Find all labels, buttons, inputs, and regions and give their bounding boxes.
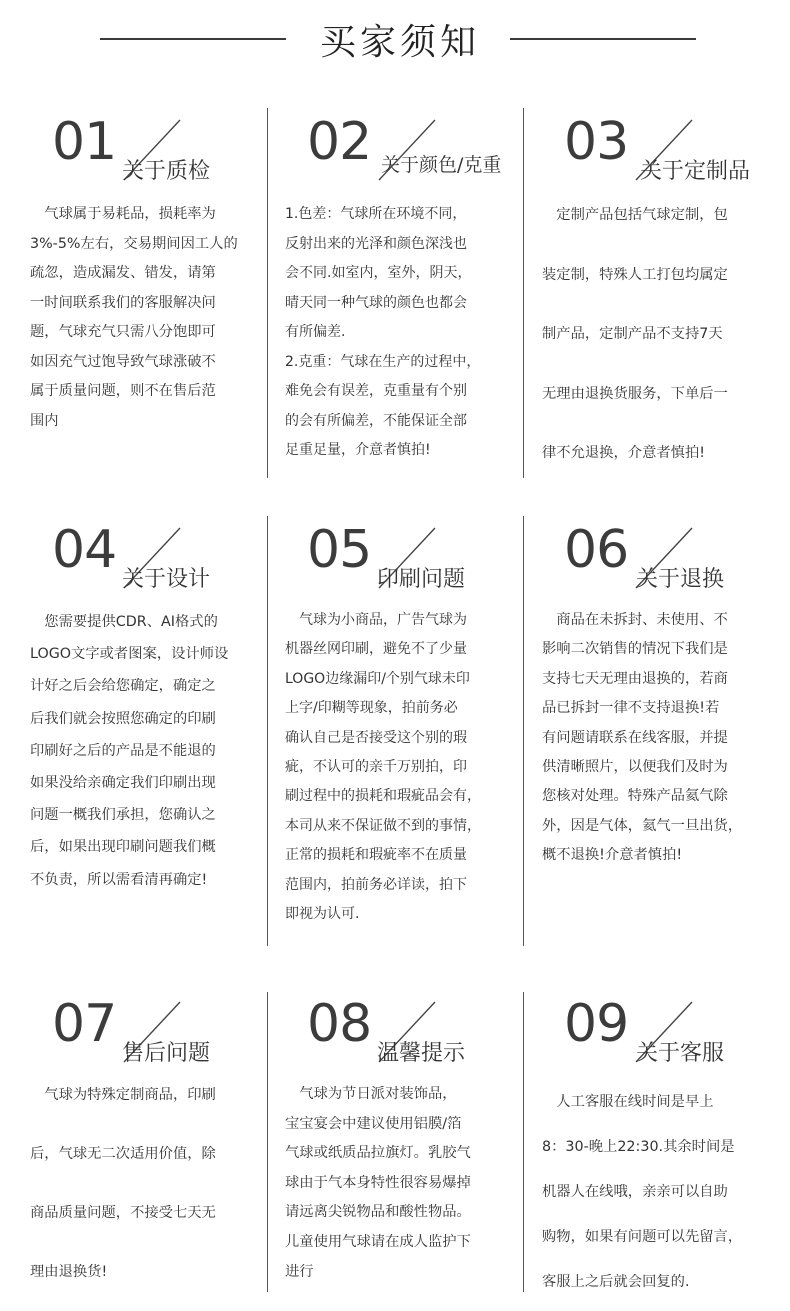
card-number: 09 bbox=[564, 994, 629, 1054]
card-body: 1.色差：气球所在环境不同， 反射出来的光泽和颜色深浅也 会不同.如室内，室外，阴天， 晴天同一种气球的颜色也都会 有所偏差. 2.克重：气球在生产的过程中， 难免会有误差，克重量有个别 的会有所偏差，不能保证全部 足重足量，介意者慎拍! bbox=[285, 206, 481, 458]
card-number: 08 bbox=[307, 994, 372, 1054]
card-body: 定制产品包括气球定制，包 装定制，特殊人工打包均属定 制产品，定制产品不支持7天 无理由退换货服务，下单后一 律不允退换，介意者慎拍! bbox=[542, 207, 728, 462]
card-number: 04 bbox=[52, 520, 117, 580]
card-number: 01 bbox=[52, 112, 117, 172]
card-heading: 关于定制品 bbox=[640, 159, 751, 184]
card-number: 02 bbox=[307, 112, 372, 172]
column-divider bbox=[267, 516, 268, 946]
card-heading: 关于质检 bbox=[122, 159, 211, 184]
card-heading: 温馨提示 bbox=[377, 1041, 466, 1066]
card-heading: 关于设计 bbox=[122, 567, 211, 592]
card-number: 07 bbox=[52, 994, 117, 1054]
card-body: 气球为小商品，广告气球为 机器丝网印刷，避免不了少量 LOGO边缘漏印/个别气球未印 上字/印糊等现象，拍前务必 确认自己是否接受这个别的瑕 疵，不认可的亲千万别拍，印 刷过程中的损耗和瑕疵品会有， 本司从来不保证做不到的事情， 正常的损耗和瑕疵率不在质量 范围内，拍前务必详读，拍下 即视为认可. bbox=[285, 612, 481, 923]
card-number: 06 bbox=[564, 520, 629, 580]
card-body: 人工客服在线时间是早上 8：30-晚上22:30.其余时间是 机器人在线哦，亲亲可以自助 购物，如果有问题可以先留言， 客服上之后就会回复的. bbox=[542, 1094, 743, 1290]
card-number: 05 bbox=[307, 520, 372, 580]
column-divider bbox=[523, 108, 524, 478]
column-divider bbox=[267, 108, 268, 478]
column-divider bbox=[523, 992, 524, 1292]
card-body: 气球属于易耗品，损耗率为 3%-5%左右，交易期间因工人的 疏忽，造成漏发、错发，请第 一时间联系我们的客服解决问 题，气球充气只需八分饱即可 如因充气过饱导致气球涨破不 属于质量问题，则不在售后范 围内 bbox=[30, 206, 238, 429]
title-rule-right bbox=[510, 38, 696, 40]
card-heading: 印刷问题 bbox=[377, 567, 466, 592]
card-body: 气球为节日派对装饰品， 宝宝宴会中建议使用铝膜/箔 气球或纸质品拉旗灯。乳胶气 球由于气本身特性很容易爆掉 请远离尖锐物品和酸性物品。 儿童使用气球请在成人监护下 进行 bbox=[285, 1086, 471, 1280]
card-body: 气球为特殊定制商品，印刷 后，气球无二次适用价值，除 商品质量问题，不接受七天无 理由退换货! bbox=[30, 1087, 216, 1280]
card-heading: 关于颜色/克重 bbox=[381, 154, 502, 176]
card-heading: 关于退换 bbox=[636, 567, 725, 592]
card-number: 03 bbox=[564, 112, 629, 172]
column-divider bbox=[523, 516, 524, 946]
card-body: 商品在未拆封、未使用、不 影响二次销售的情况下我们是 支持七天无理由退换的，若商 品已拆封一律不支持退换!若 有问题请联系在线客服，并提 供清晰照片，以便我们及时为 您核对处理。特殊产品氦气除 外，因是气体，氦气一旦出货， 概不退换!介意者慎拍! bbox=[542, 612, 743, 864]
card-body: 您需要提供CDR、AI格式的 LOGO文字或者图案，设计师设 计好之后会给您确定，确定之 后我们就会按照您确定的印刷 印刷好之后的产品是不能退的 如果没给亲确定我们印刷出现 问题一概我们承担，您确认之 后，如果出现印刷问题我们概 不负责，所以需看清再确定! bbox=[30, 614, 229, 888]
page-title: 买家须知 bbox=[319, 22, 480, 63]
card-heading: 售后问题 bbox=[122, 1041, 211, 1066]
column-divider bbox=[267, 992, 268, 1292]
title-rule-left bbox=[100, 38, 286, 40]
card-heading: 关于客服 bbox=[636, 1041, 725, 1066]
